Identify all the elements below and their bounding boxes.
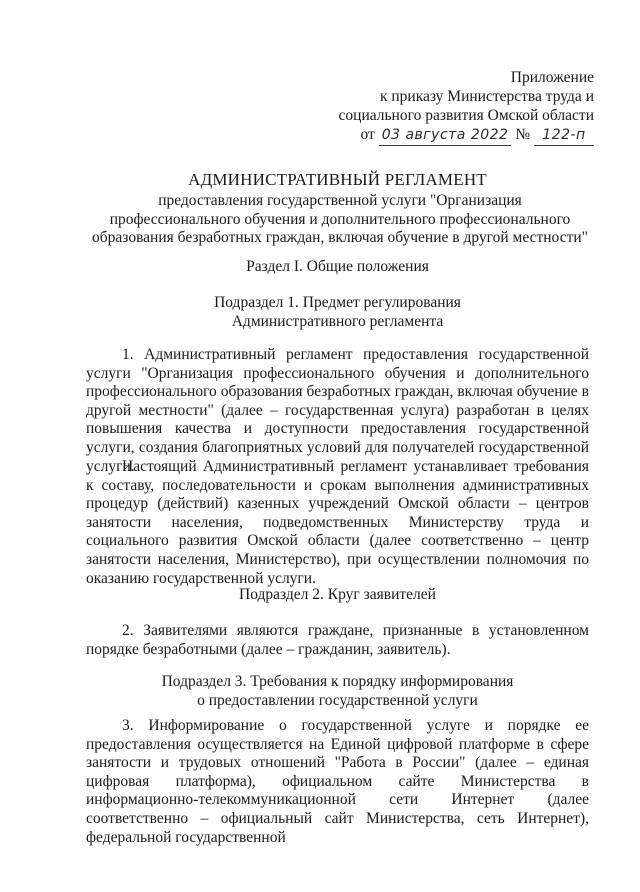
appendix-order-line: к приказу Министерства труда и <box>379 88 594 105</box>
number-label: № <box>515 126 531 143</box>
subsection-1-heading-line1: Подраздел 1. Предмет регулирования <box>214 294 461 311</box>
subsection-3-heading-line2: о предоставлении государственной услуги <box>197 691 478 709</box>
handwritten-date: 03 августа 2022 <box>379 126 512 146</box>
subsection-1-heading-line2: Административного регламента <box>231 312 444 330</box>
subsection-3-heading-line1: Подраздел 3. Требования к порядку информирования <box>161 673 514 690</box>
paragraph-2: 2. Заявителями являются граждане, признанные в установленном порядке безработными (далее – гражданин, заявитель). <box>86 622 589 658</box>
paragraph-3: 3. Информирование о государственной услуге и порядке ее предоставления осуществляется на Единой цифровой платформе в сфере занятости и трудовых отношений "Работа в России" (далее – единая цифровая платформа), официальном сайте Министерства в информационно-телекоммуникационной сети Интернет (далее соответственно – официальный сайт Министерства, сеть Интернет), федеральной государственной <box>86 717 589 846</box>
document-title: АДМИНИСТРАТИВНЫЙ РЕГЛАМЕНТ <box>188 170 487 189</box>
document-subtitle: предоставления государственной услуги "Организация профессионального обучения и дополнительного профессионального образования безработных граждан, включая обучение в другой местности" <box>92 192 588 247</box>
appendix-ministry-line: социального развития Омской области <box>338 107 594 124</box>
paragraph-1-continued: Настоящий Административный регламент устанавливает требования к составу, последовательности и срокам выполнения административных процедур (действий) казенных учреждений Омской области – центров занятости населения, подведомственных Министерству труда и социального развития Омской области (далее соответственно – центр занятости населения, Министерство), при осуществлении полномочия по оказанию государственной услуги. <box>86 458 589 587</box>
appendix-label: Приложение <box>510 69 594 86</box>
from-label: от <box>360 126 375 143</box>
section-1-heading: Раздел I. Общие положения <box>246 258 429 275</box>
appendix-date-line <box>339 125 594 146</box>
subsection-3-heading <box>86 673 589 710</box>
handwritten-number: 122-п <box>534 126 594 146</box>
subsection-1-heading <box>86 294 589 331</box>
subsection-2-heading: Подраздел 2. Круг заявителей <box>239 586 436 603</box>
paragraph-1: 1. Административный регламент предоставления государственной услуги "Организация профессионального обучения и дополнительного профессионального образования безработных граждан, включая обучение в другой местности" (далее – государственная услуга) разработан в целях повышения качества и доступности предоставления государственной услуги, создания благоприятных условий для получателей государственной услуги. <box>86 346 589 475</box>
appendix-block <box>339 68 594 146</box>
